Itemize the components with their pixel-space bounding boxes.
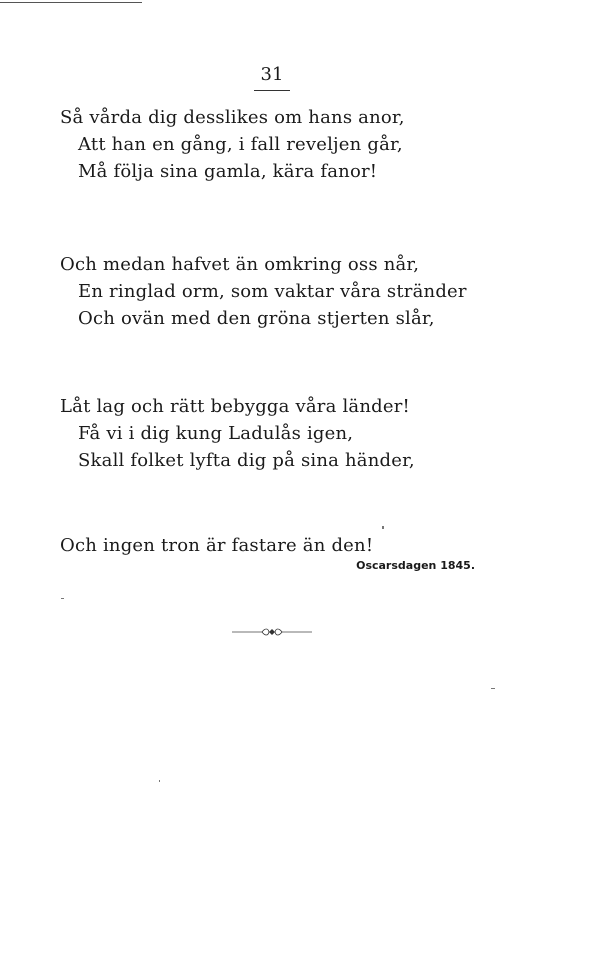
paper-speck	[491, 688, 495, 689]
poem-line: Och medan hafvet än omkring oss når,	[60, 254, 420, 275]
paper-speck	[159, 780, 160, 782]
dateline: Oscarsdagen 1845.	[356, 559, 475, 572]
paper-speck	[61, 598, 64, 599]
stanza-2	[60, 251, 480, 332]
stanza-4	[60, 532, 480, 559]
poem-line: Låt lag och rätt bebygga våra länder!	[60, 396, 410, 417]
page-number: 31	[260, 64, 284, 85]
top-edge-rule	[0, 2, 142, 3]
paper-speck	[382, 526, 384, 529]
poem-line: Och ingen tron är fastare än den!	[60, 535, 374, 556]
poem-line: Så vårda dig desslikes om hans anor,	[60, 107, 405, 128]
poem-line: Skall folket lyfta dig på sina händer,	[78, 450, 415, 471]
stanza-3	[60, 393, 480, 474]
poem-line: Att han en gång, i fall reveljen går,	[78, 134, 403, 155]
poem-line: Få vi i dig kung Ladulås igen,	[78, 423, 354, 444]
ornament-divider	[232, 624, 312, 640]
poem-line: Och ovän med den gröna stjerten slår,	[78, 308, 435, 329]
poem-line: En ringlad orm, som vaktar våra stränder	[78, 281, 467, 302]
poem-line: Må följa sina gamla, kära fanor!	[78, 161, 378, 182]
page-number-underline	[254, 90, 290, 91]
stanza-1	[60, 104, 480, 185]
